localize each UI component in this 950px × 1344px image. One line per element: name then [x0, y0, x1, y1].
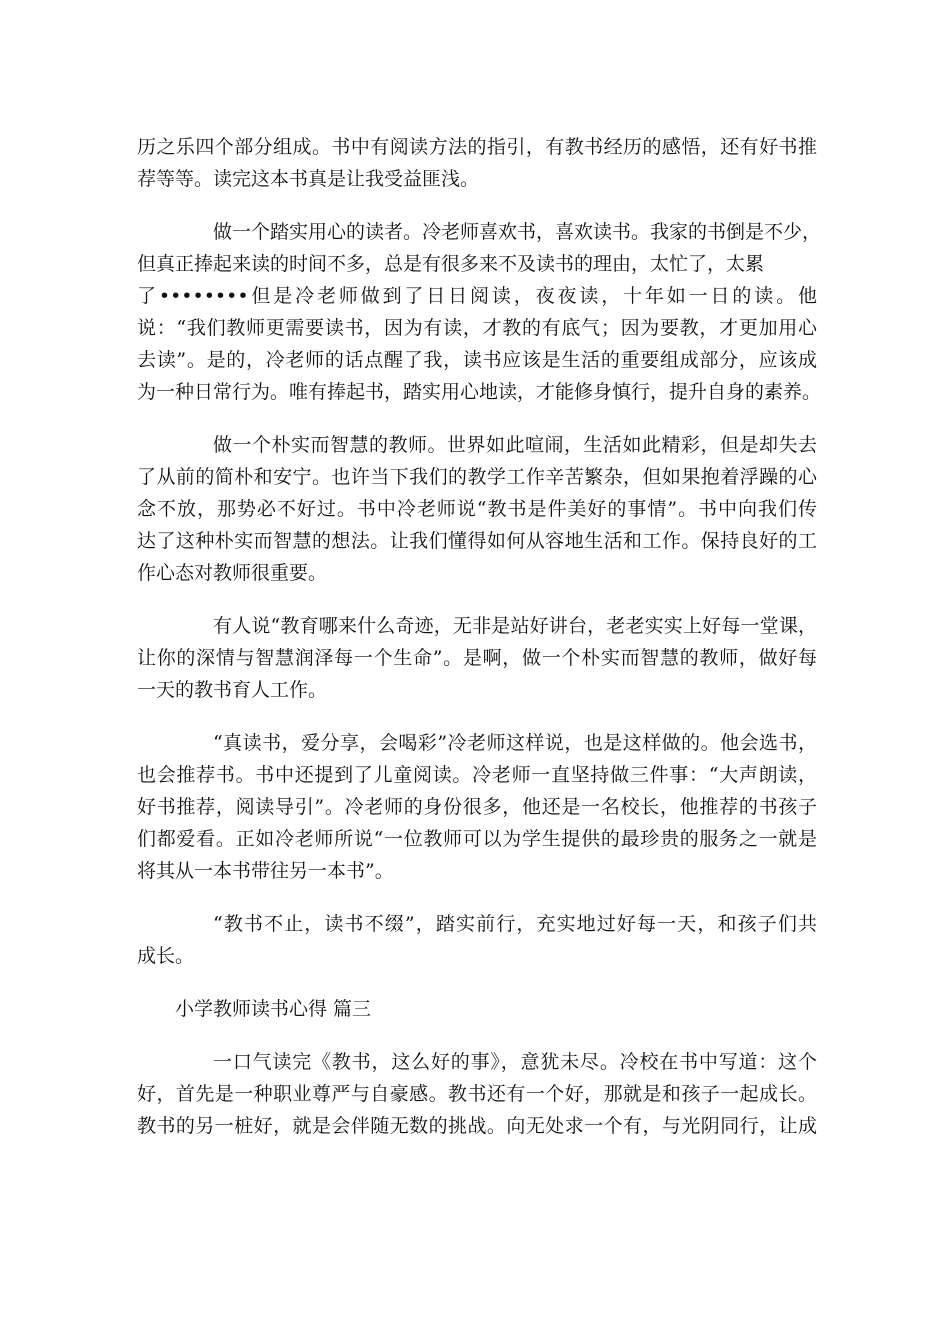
paragraph	[137, 429, 817, 589]
paragraph	[137, 610, 817, 706]
text-line: “真读书，爱分享，会喝彩”冷老师这样说，也是这样做的。他会选书，	[213, 732, 817, 754]
text-line: 一天的教书育人工作。	[137, 679, 328, 701]
text-line: 了从前的简朴和安宁。也许当下我们的教学工作辛苦繁杂，但如果抱着浮躁的心	[137, 466, 817, 488]
paragraph	[137, 1046, 817, 1142]
text-line: 让你的深情与智慧润泽每一个生命”。是啊，做一个朴实而智慧的教师，做好每	[137, 647, 817, 669]
section-heading: 小学教师读书心得 篇三	[175, 998, 372, 1020]
text-line: 好书推荐，阅读导引”。冷老师的身份很多，他还是一名校长，他推荐的书孩子	[137, 796, 817, 818]
paragraph	[137, 908, 817, 972]
text-line: 荐等等。读完这本书真是让我受益匪浅。	[137, 168, 480, 190]
text-line: 做一个朴实而智慧的教师。世界如此喧闹，生活如此精彩，但是却失去	[213, 434, 817, 456]
text-line: 也会推荐书。书中还提到了儿童阅读。冷老师一直坚持做三件事：“大声朗读，	[137, 764, 817, 786]
text-line: 成长。	[137, 945, 195, 967]
text-line: 做一个踏实用心的读者。冷老师喜欢书，喜欢读书。我家的书倒是不少，	[213, 221, 822, 243]
document-body	[137, 131, 822, 1142]
text-line: 说：“我们教师更需要读书，因为有读，才教的有底气；因为要教，才更加用心	[137, 317, 817, 339]
paragraph	[137, 216, 822, 408]
text-line: 好，首先是一种职业尊严与自豪感。教书还有一个好，那就是和孩子一起成长。	[137, 1083, 817, 1105]
text-line: 一口气读完《教书，这么好的事》，意犹未尽。冷校在书中写道：这个	[213, 1051, 817, 1073]
text-line: 达了这种朴实而智慧的想法。让我们懂得如何从容地生活和工作。保持良好的工	[137, 530, 817, 552]
text-line: 但真正捧起来读的时间不多，总是有很多来不及读书的理由，太忙了，太累	[137, 253, 765, 275]
text-line: 有人说“教育哪来什么奇迹，无非是站好讲台，老老实实上好每一堂课，	[213, 615, 817, 637]
text-line: 念不放，那势必不好过。书中冷老师说“教书是件美好的事情”。书中向我们传	[137, 498, 817, 520]
paragraph	[137, 727, 817, 887]
text-line: 们都爱看。正如冷老师所说“一位教师可以为学生提供的最珍贵的服务之一就是	[137, 828, 817, 850]
text-line: 历之乐四个部分组成。书中有阅读方法的指引，有教书经历的感悟，还有好书推	[137, 136, 817, 158]
text-line: 教书的另一桩好，就是会伴随无数的挑战。向无处求一个有，与光阴同行，让成	[137, 1115, 817, 1137]
text-line: “教书不止，读书不缀”，踏实前行，充实地过好每一天，和孩子们共	[213, 913, 817, 935]
paragraph	[137, 131, 817, 195]
text-line: 去读”。是的，冷老师的话点醒了我，读书应该是生活的重要组成部分，应该成	[137, 349, 817, 371]
text-line: 为一种日常行为。唯有捧起书，踏实用心地读，才能修身慎行，提升自身的素养。	[137, 381, 822, 403]
text-line: 作心态对教师很重要。	[137, 562, 328, 584]
text-line: 将其从一本书带往另一本书”。	[137, 860, 394, 882]
text-line: 了••••••••但是冷老师做到了日日阅读，夜夜读，十年如一日的读。他	[137, 285, 817, 307]
